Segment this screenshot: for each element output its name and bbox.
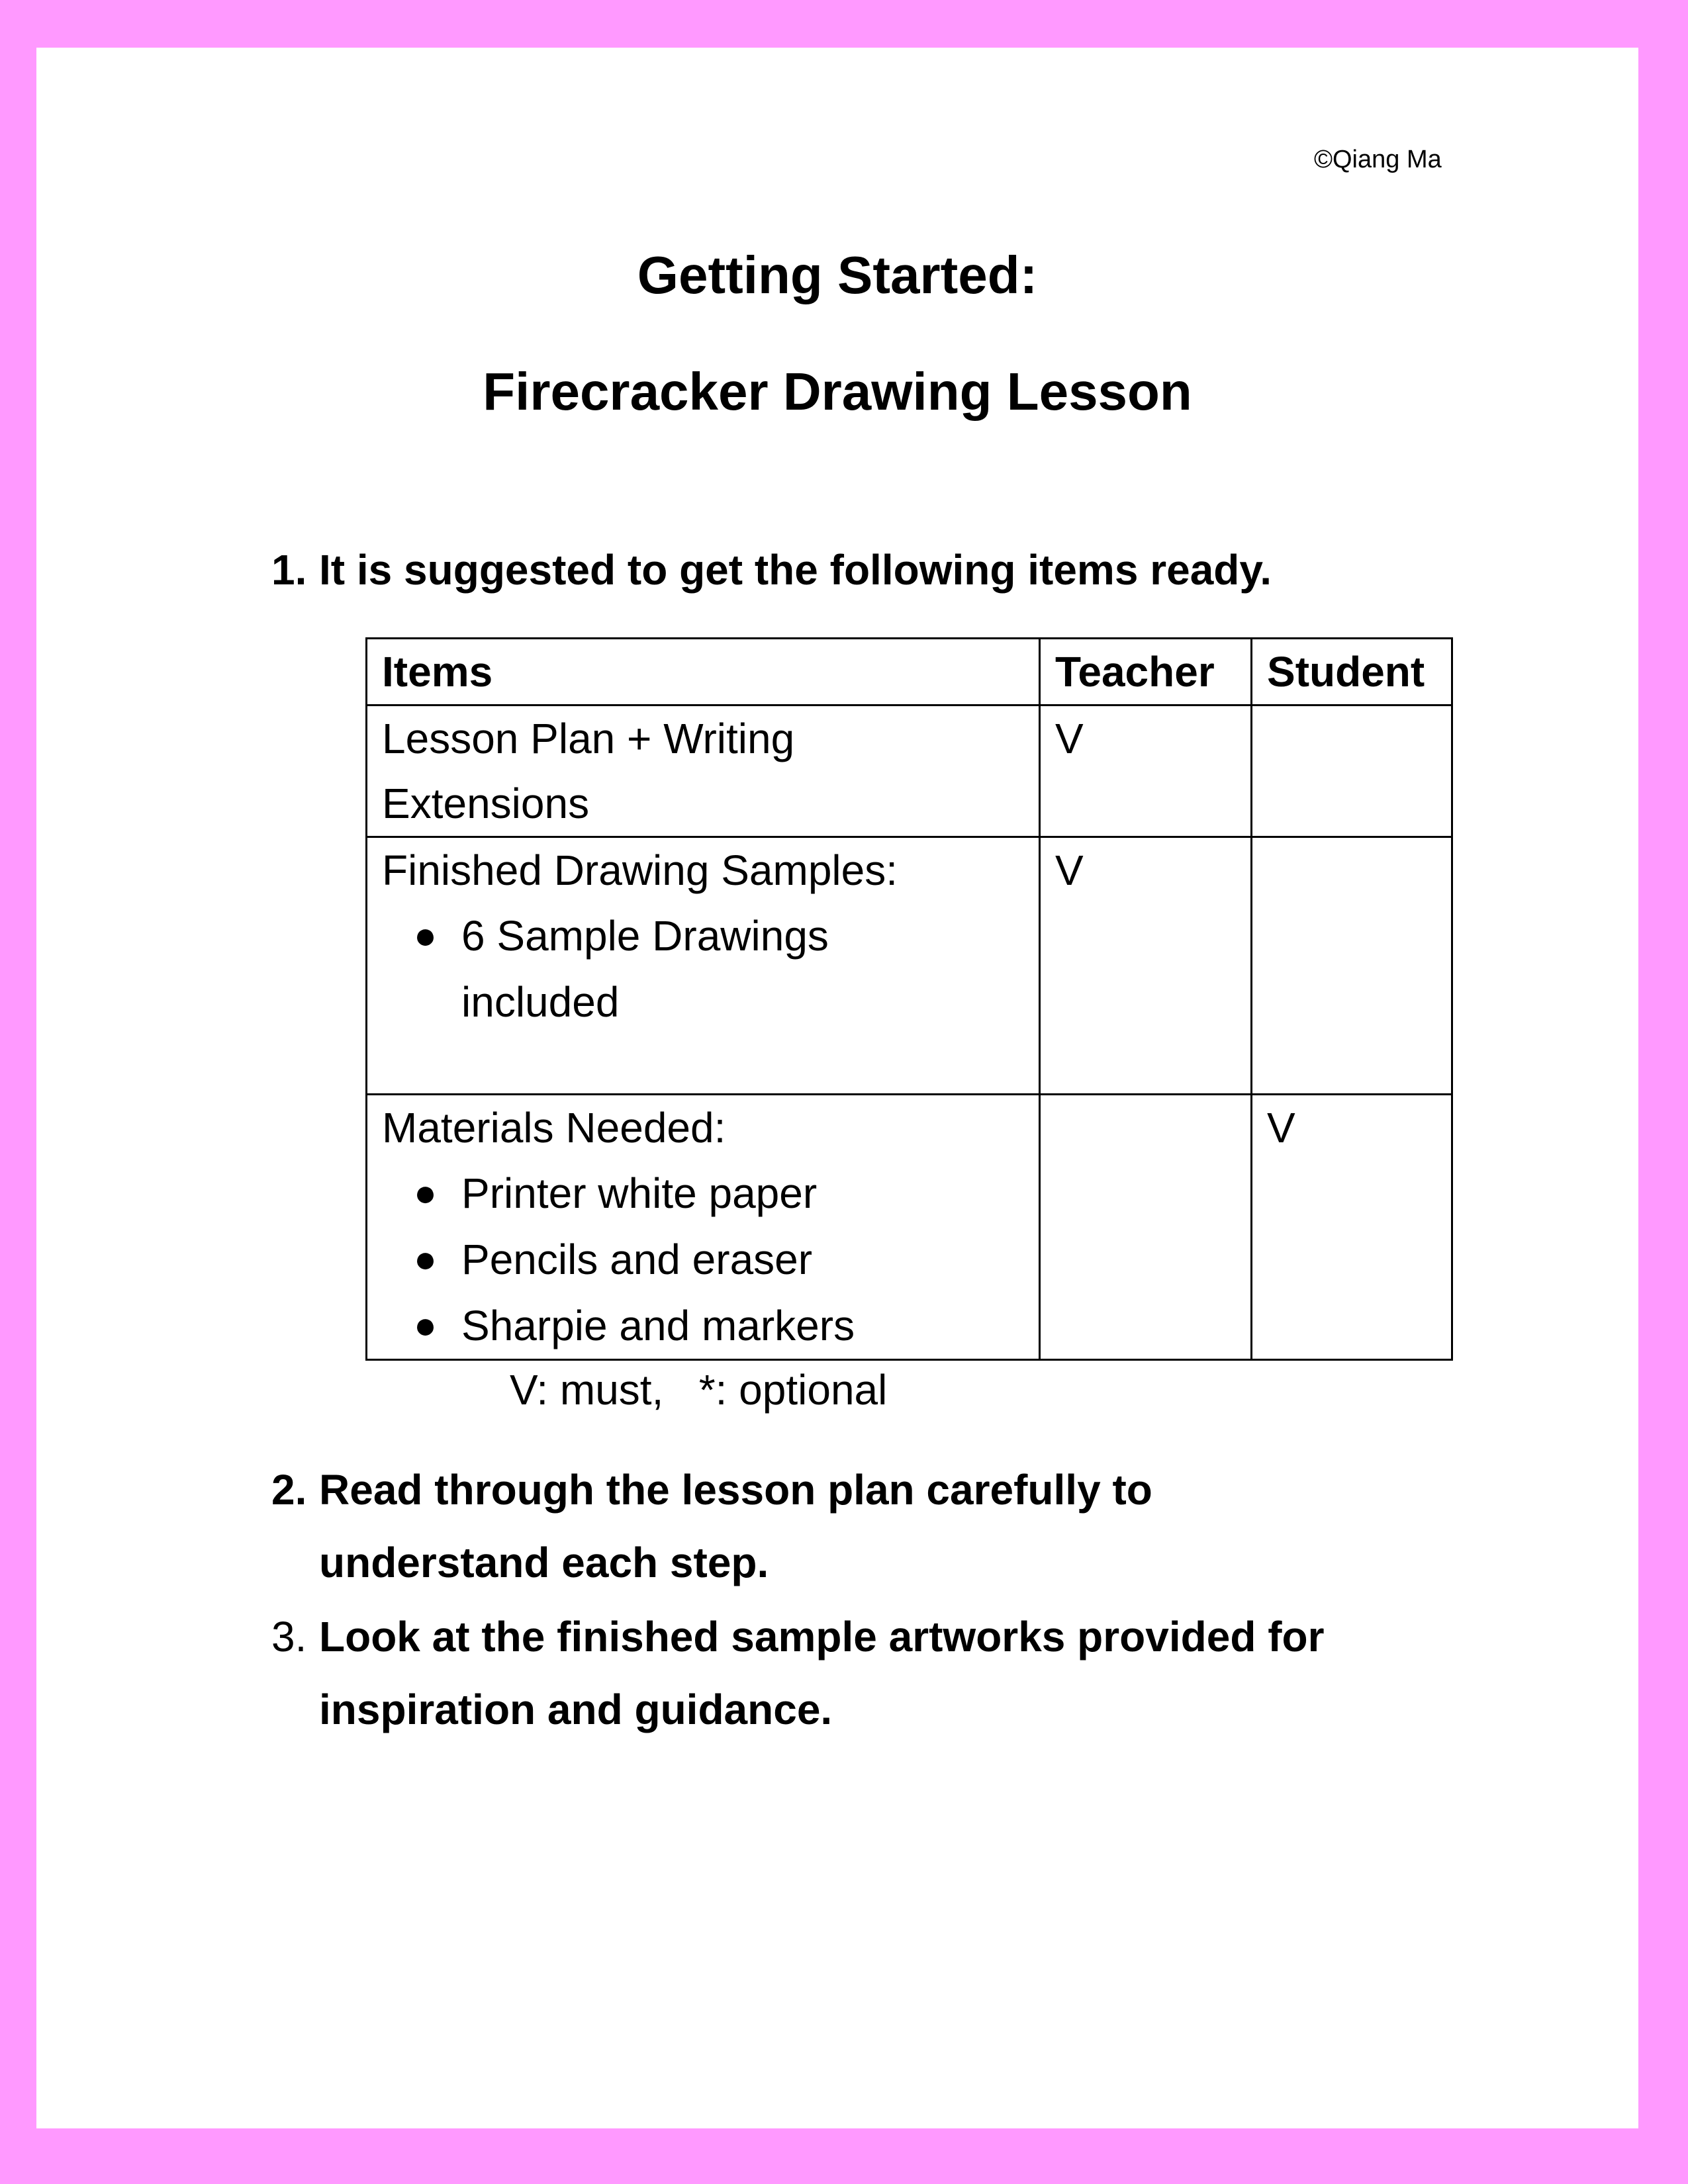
- items-table: [365, 637, 1453, 1361]
- list-item: [414, 1160, 1039, 1226]
- list-item: [414, 1293, 1039, 1359]
- step-2: [271, 1453, 1152, 1599]
- step-text: It is suggested to get the following items ready.: [319, 546, 1272, 594]
- teacher-cell: V: [1040, 837, 1252, 1095]
- table-row: [367, 837, 1452, 1095]
- bullet-text: Sharpie and markers: [461, 1302, 855, 1349]
- step-1: [271, 533, 1272, 606]
- page-subtitle: Firecracker Drawing Lesson: [483, 362, 1192, 421]
- step-text-line: understand each step.: [319, 1539, 769, 1586]
- student-cell: [1252, 837, 1452, 1095]
- step-text-line: Read through the lesson plan carefully to: [319, 1466, 1152, 1514]
- step-3: [271, 1600, 1325, 1746]
- header-items: Items: [367, 639, 1040, 705]
- bullet-icon: ●: [414, 1171, 438, 1214]
- page-title: Getting Started:: [637, 246, 1038, 304]
- table-row: [367, 705, 1452, 837]
- table-header-row: [367, 639, 1452, 705]
- bullet-icon: ●: [414, 1304, 438, 1347]
- item-cell: [367, 837, 1040, 1095]
- table-row: [367, 1095, 1452, 1360]
- student-cell: [1252, 705, 1452, 837]
- step-text-line: inspiration and guidance.: [319, 1686, 833, 1733]
- header-student: Student: [1252, 639, 1452, 705]
- teacher-cell: [1040, 1095, 1252, 1360]
- bullet-icon: ●: [414, 1238, 438, 1281]
- item-cell: [367, 705, 1040, 837]
- bullet-text-line: included: [461, 978, 620, 1026]
- item-name-line: Extensions: [382, 780, 590, 827]
- step-number: 1.: [271, 546, 307, 594]
- header-teacher: Teacher: [1040, 639, 1252, 705]
- bullet-list: [382, 1160, 1039, 1359]
- bullet-list: [382, 903, 1039, 1035]
- bullet-text-line: 6 Sample Drawings: [461, 912, 829, 960]
- bullet-text: Printer white paper: [461, 1169, 818, 1217]
- bullet-text: Pencils and eraser: [461, 1236, 813, 1283]
- bullet-icon: ●: [414, 914, 438, 957]
- teacher-cell: V: [1040, 705, 1252, 837]
- step-number: 3.: [271, 1613, 307, 1661]
- item-cell: [367, 1095, 1040, 1360]
- list-item: [414, 1226, 1039, 1293]
- list-item: [414, 903, 1039, 1035]
- item-name: Materials Needed:: [382, 1104, 726, 1152]
- step-text-line: Look at the finished sample artworks provided for: [319, 1613, 1325, 1661]
- table-legend: V: must, *: optional: [510, 1366, 888, 1414]
- item-name-line: Lesson Plan + Writing: [382, 715, 795, 762]
- step-number: 2.: [271, 1466, 307, 1514]
- item-name: Finished Drawing Samples:: [382, 846, 898, 894]
- copyright-notice: ©Qiang Ma: [1314, 146, 1442, 173]
- student-cell: V: [1252, 1095, 1452, 1360]
